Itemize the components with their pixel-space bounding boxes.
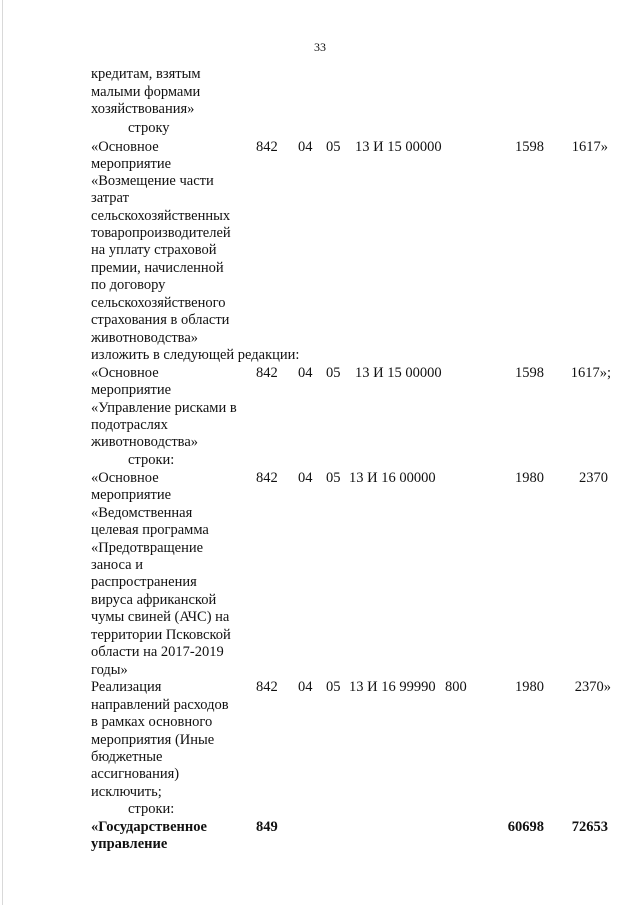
row1-text: «Основное (91, 139, 159, 155)
amount-2018: 72653 (571, 819, 608, 835)
target-code: 13 И 16 00000 (349, 470, 436, 486)
target-code: 13 И 15 00000 (355, 365, 442, 381)
row4-text: в рамках основного (91, 714, 213, 730)
row1-text: сельскохозяйственных (91, 208, 231, 224)
row2-text: подотраслях (91, 417, 168, 433)
row3-text: вируса африканской (91, 592, 217, 608)
row1-text: мероприятие (91, 156, 172, 172)
text-line: малыми формами (91, 84, 201, 100)
section-code: 04 (298, 679, 313, 695)
amount-2017: 1980 (515, 470, 544, 486)
row1-text: по договору (91, 277, 166, 293)
row3-text: «Основное (91, 470, 159, 486)
row1-text: на уплату страховой (91, 242, 217, 258)
row4-text: бюджетные (91, 749, 163, 765)
row1-text: затрат (91, 190, 129, 206)
text-line: хозяйствования» (91, 101, 195, 117)
scan-edge (2, 0, 3, 905)
amount-2017: 1598 (515, 139, 544, 155)
row3-text: территории Псковской (91, 627, 231, 643)
target-code: 13 И 16 99990 (349, 679, 436, 695)
admin-code: 842 (256, 139, 278, 155)
row1-text: сельскохозяйственого (91, 295, 226, 311)
row3-text: распространения (91, 574, 197, 590)
row2-text: «Управление рисками в (91, 400, 237, 416)
row3-text: чумы свиней (АЧС) на (91, 609, 230, 625)
row3-text: области на 2017-2019 (91, 644, 224, 660)
row3-text: «Ведомственная (91, 505, 193, 521)
row3-text: заноса и (91, 557, 143, 573)
row3-text: целевая программа (91, 522, 209, 538)
subsection-code: 05 (326, 470, 341, 486)
row5-text: управление (91, 836, 168, 852)
section-code: 04 (298, 139, 313, 155)
admin-code: 849 (256, 819, 278, 835)
row1-text: премии, начисленной (91, 260, 224, 276)
amount-2018: 2370» (574, 679, 611, 695)
subsection-code: 05 (326, 139, 341, 155)
row1-text: страхования в области (91, 312, 230, 328)
row1-text: животноводства» (91, 330, 199, 346)
text-line: кредитам, взятым (91, 66, 201, 82)
subsection-code: 05 (326, 679, 341, 695)
admin-code: 842 (256, 365, 278, 381)
row3-text: мероприятие (91, 487, 172, 503)
amount-2018: 1617»; (570, 365, 611, 381)
row4-text: ассигнования) (91, 766, 180, 782)
section-code: 04 (298, 470, 313, 486)
row2-text: мероприятие (91, 382, 172, 398)
row2-text: «Основное (91, 365, 159, 381)
row4-text: исключить; (91, 784, 162, 800)
amount-2017: 60698 (507, 819, 544, 835)
instruction-text: изложить в следующей редакции: (91, 347, 300, 363)
instruction-text: строки: (128, 801, 175, 817)
instruction-text: строку (128, 120, 170, 136)
instruction-text: строки: (128, 452, 175, 468)
amount-2018: 1617» (571, 139, 608, 155)
target-code: 13 И 15 00000 (355, 139, 442, 155)
row4-text: мероприятия (Иные (91, 732, 215, 748)
page-number: 33 (314, 40, 326, 54)
amount-2018: 2370 (579, 470, 608, 486)
row5-text: «Государственное (91, 819, 207, 835)
amount-2017: 1980 (515, 679, 544, 695)
row4-text: Реализация (91, 679, 162, 695)
subsection-code: 05 (326, 365, 341, 381)
row4-text: направлений расходов (91, 697, 229, 713)
row3-text: «Предотвращение (91, 540, 204, 556)
row1-text: товаропроизводителей (91, 225, 231, 241)
amount-2017: 1598 (515, 365, 544, 381)
admin-code: 842 (256, 679, 278, 695)
section-code: 04 (298, 365, 313, 381)
row1-text: «Возмещение части (91, 173, 214, 189)
row2-text: животноводства» (91, 434, 199, 450)
admin-code: 842 (256, 470, 278, 486)
row3-text: годы» (91, 662, 128, 678)
expense-kind-code: 800 (445, 679, 467, 695)
